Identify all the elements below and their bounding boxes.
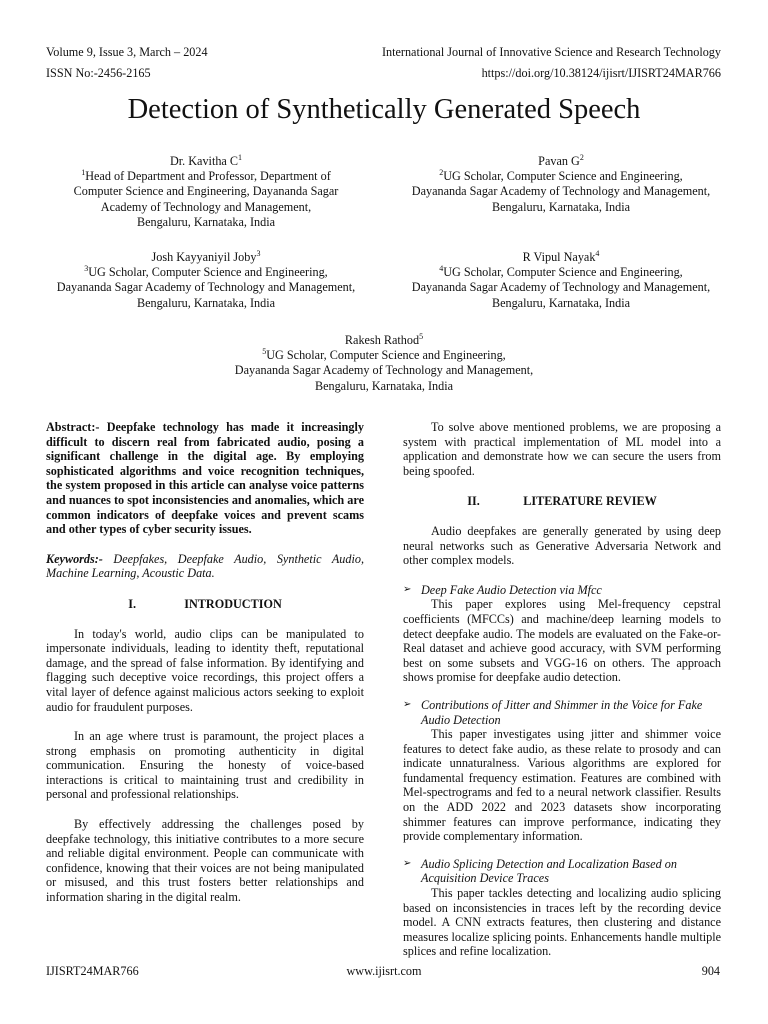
keywords [46, 552, 364, 581]
intro-continuation: To solve above mentioned problems, we are proposing a system with practical implementation of ML model into a application and demonstrate how we can secure the users from being spoofed. [403, 420, 721, 478]
keywords-text: Deepfakes, Deepfake Audio, Synthetic Audio, Machine Learning, Acoustic Data. [46, 551, 364, 581]
doi-link[interactable]: https://doi.org/10.38124/ijisrt/IJISRT24MAR766 [481, 66, 721, 80]
section-title: INTRODUCTION [184, 596, 282, 611]
arrow-bullet-icon: ➢ [403, 857, 412, 869]
affiliation-sup: 3 [84, 264, 89, 274]
author-name: Josh Kayyaniyil Joby [151, 250, 257, 264]
intro-paragraph-2: In an age where trust is paramount, the project places a strong emphasis on promoting authenticity in digital communication. Ensuring the honesty of voice-based interactions is critical to maintaining trust and credibility in personal and professional relationships. [46, 729, 364, 802]
keywords-label: Keywords:- [46, 551, 103, 566]
author-sup: 1 [238, 152, 243, 162]
intro-paragraph-3: By effectively addressing the challenges posed by deepfake technology, this initiative contributes to a more secure and reliable digital environment. People can communicate with confidence, knowing that their voices are not being manipulated or misused, and this trust fosters better relationships and information sharing in the digital realm. [46, 817, 364, 905]
affiliation-sup: 1 [81, 168, 86, 178]
arrow-bullet-icon: ➢ [403, 583, 412, 595]
footer-website-link[interactable]: www.ijisrt.com [346, 964, 422, 978]
author-sup: 2 [579, 152, 584, 162]
affiliation-line: Bengaluru, Karnataka, India [491, 295, 631, 310]
affiliation-line: Bengaluru, Karnataka, India [491, 199, 631, 214]
affiliation-line: Dayananda Sagar Academy of Technology and Management, [234, 363, 534, 378]
affiliation-line: Computer Science and Engineering, Dayananda Sagar [73, 184, 339, 199]
affiliation-line: Dayananda Sagar Academy of Technology and Management, [56, 280, 356, 295]
issn: ISSN No:-2456-2165 [46, 66, 151, 80]
subsection-body: This paper tackles detecting and localizing audio splicing based on inconsistencies in traces left by the recording device model. A CNN extracts features, then clustering and distance measures localize splicing points. Enhancements handle multiple splices and refine localization. [403, 886, 721, 959]
section-title: LITERATURE REVIEW [523, 494, 657, 509]
affiliation-sup: 5 [262, 347, 267, 357]
subsection-body: This paper explores using Mel-frequency cepstral coefficients (MFCCs) and machine/deep learning models to detect deepfake audio. The models are evaluated on the Fake-or-Real dataset and achieve good accuracy, with SVM performing best on some subsets and VGG-16 on others. The approach shows promise for deepfake audio detection. [403, 597, 721, 685]
author-name: Rakesh Rathod [344, 333, 420, 347]
author-sup: 5 [419, 331, 424, 341]
subsection-title: Audio Splicing Detection and Localization Based on Acquisition Device Traces [421, 856, 677, 886]
affiliation-line: UG Scholar, Computer Science and Engineering, [443, 169, 683, 184]
author-name: R Vipul Nayak [522, 250, 596, 264]
affiliation-line: Bengaluru, Karnataka, India [314, 378, 454, 393]
subsection-title: Contributions of Jitter and Shimmer in the Voice for Fake Audio Detection [421, 697, 703, 727]
right-column [403, 420, 721, 959]
affiliation-line: UG Scholar, Computer Science and Engineering, [88, 265, 328, 280]
affiliation-line: Bengaluru, Karnataka, India [136, 214, 276, 229]
journal-name: International Journal of Innovative Science and Research Technology [381, 45, 721, 59]
affiliation-line: Academy of Technology and Management, [100, 199, 312, 214]
section-number: II. [467, 494, 480, 509]
affiliation-line: Bengaluru, Karnataka, India [136, 295, 276, 310]
affiliation-sup: 4 [439, 264, 444, 274]
subsection-body: This paper investigates using jitter and shimmer voice features to detect fake audio, as these relate to prosody and can indicate unnaturalness. Various algorithms are explored for fundamental frequency estimation. Features are combined with Mel-spectrograms and fed to a neural network classifier. Results on the ADD 2022 and 2023 datasets show incorporating shimmer features can improve performance, indicating they provide complementary information. [403, 727, 721, 844]
affiliation-line: UG Scholar, Computer Science and Engineering, [443, 265, 683, 280]
footer-paper-id: IJISRT24MAR766 [46, 964, 139, 978]
author-sup: 3 [256, 248, 261, 258]
section-number: I. [128, 596, 137, 611]
volume-info: Volume 9, Issue 3, March – 2024 [46, 45, 208, 59]
author-block-1 [46, 154, 366, 230]
literature-intro: Audio deepfakes are generally generated by using deep neural networks such as Generative Adversaria Network and other complex models. [403, 523, 721, 568]
subsection-3 [403, 857, 721, 886]
left-column [46, 420, 364, 905]
author-block-5 [200, 333, 568, 394]
affiliation-line: Head of Department and Professor, Department of [85, 169, 331, 184]
section-heading-literature-review [403, 494, 721, 509]
subsection-2 [403, 698, 721, 727]
affiliation-line: UG Scholar, Computer Science and Engineering, [266, 348, 506, 363]
author-block-2 [398, 154, 724, 215]
author-sup: 4 [595, 248, 600, 258]
author-name: Pavan G [538, 154, 580, 168]
subsection-1 [403, 583, 721, 598]
intro-paragraph-1: In today's world, audio clips can be manipulated to impersonate individuals, leading to identity theft, reputational damage, and the spread of false information. By identifying and flagging such deceptive voice recordings, this project offers a vital layer of defence against malicious actors seeking to exploit audio for fraudulent purposes. [46, 626, 364, 714]
paper-title: Detection of Synthetically Generated Speech [127, 94, 641, 125]
affiliation-sup: 2 [439, 168, 444, 178]
page-number: 904 [701, 964, 720, 978]
affiliation-line: Dayananda Sagar Academy of Technology and Management, [411, 184, 711, 199]
subsection-title: Deep Fake Audio Detection via Mfcc [421, 582, 602, 597]
arrow-bullet-icon: ➢ [403, 698, 412, 710]
author-block-4 [398, 250, 724, 311]
affiliation-line: Dayananda Sagar Academy of Technology and Management, [411, 280, 711, 295]
author-name: Dr. Kavitha C [169, 154, 239, 168]
author-block-3 [40, 250, 372, 311]
abstract: Abstract:- Deepfake technology has made it increasingly difficult to discern real from fabricated audio, posing a significant challenge in the digital age. By employing sophisticated algorithms and voice recognition techniques, the system proposed in this article can analyse voice patterns and nuances to spot inconsistencies and anomalies, which are common indicators of deepfake voices and prevent scams and other types of cyber security issues. [46, 420, 364, 537]
section-heading-introduction [46, 597, 364, 612]
